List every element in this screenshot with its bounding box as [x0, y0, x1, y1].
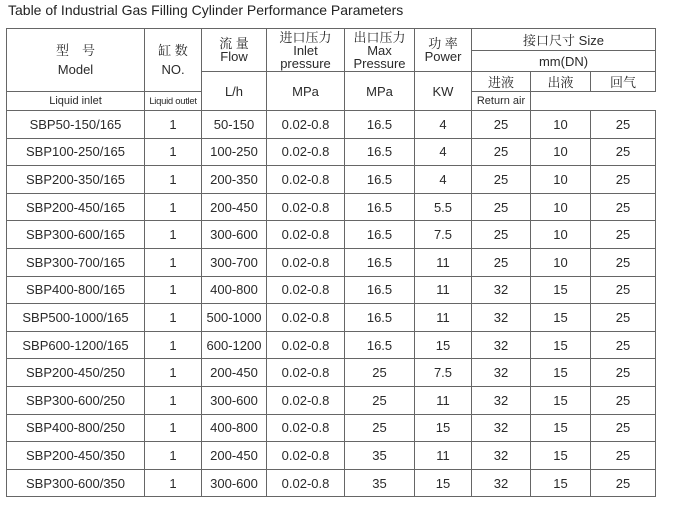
table-row [7, 111, 656, 139]
cell-power: 11 [415, 248, 472, 276]
header-max-unit: MPa [345, 72, 415, 111]
cell-liquid-outlet: 10 [531, 221, 591, 249]
table-row [7, 166, 656, 194]
cell-model: SBP100-250/165 [7, 138, 145, 166]
cell-max-pressure: 16.5 [345, 221, 415, 249]
cell-cylinders: 1 [145, 138, 202, 166]
cell-return-air: 25 [591, 359, 656, 387]
cell-liquid-inlet: 32 [472, 442, 531, 470]
header-flow [202, 29, 267, 72]
cell-flow: 300-600 [202, 386, 267, 414]
cell-liquid-inlet: 32 [472, 331, 531, 359]
cell-cylinders: 1 [145, 414, 202, 442]
cell-power: 7.5 [415, 359, 472, 387]
cell-max-pressure: 16.5 [345, 193, 415, 221]
cell-return-air: 25 [591, 111, 656, 139]
header-no-en: NO. [161, 62, 185, 77]
cell-max-pressure: 25 [345, 414, 415, 442]
cell-liquid-inlet: 32 [472, 359, 531, 387]
header-power-en: Power [424, 49, 462, 64]
cell-return-air: 25 [591, 221, 656, 249]
cell-cylinders: 1 [145, 276, 202, 304]
cell-inlet-pressure: 0.02-0.8 [267, 359, 345, 387]
table-row [7, 276, 656, 304]
cell-model: SBP50-150/165 [7, 111, 145, 139]
header-inlet-unit: MPa [267, 72, 345, 111]
cell-return-air: 25 [591, 386, 656, 414]
cell-liquid-outlet: 10 [531, 166, 591, 194]
cell-model: SBP200-450/350 [7, 442, 145, 470]
cell-inlet-pressure: 0.02-0.8 [267, 386, 345, 414]
cell-power: 15 [415, 414, 472, 442]
table-row [7, 331, 656, 359]
cell-max-pressure: 25 [345, 359, 415, 387]
cell-inlet-pressure: 0.02-0.8 [267, 304, 345, 332]
header-inlet-zh: 进口压力 [279, 29, 332, 45]
cell-liquid-inlet: 25 [472, 193, 531, 221]
cell-model: SBP300-700/165 [7, 248, 145, 276]
cell-cylinders: 1 [145, 442, 202, 470]
cell-model: SBP400-800/165 [7, 276, 145, 304]
cell-return-air: 25 [591, 166, 656, 194]
cell-cylinders: 1 [145, 386, 202, 414]
cell-liquid-inlet: 25 [472, 111, 531, 139]
cell-inlet-pressure: 0.02-0.8 [267, 166, 345, 194]
table-row [7, 442, 656, 470]
table-row [7, 221, 656, 249]
cell-power: 4 [415, 166, 472, 194]
cell-cylinders: 1 [145, 221, 202, 249]
header-inlet [267, 29, 345, 72]
cell-liquid-outlet: 15 [531, 469, 591, 497]
cell-model: SBP200-450/250 [7, 359, 145, 387]
header-flow-en: Flow [220, 49, 248, 64]
cell-flow: 600-1200 [202, 331, 267, 359]
cell-max-pressure: 16.5 [345, 248, 415, 276]
table-row [7, 304, 656, 332]
cell-model: SBP600-1200/165 [7, 331, 145, 359]
header-inlet-en1: Inlet [293, 42, 318, 58]
cell-power: 15 [415, 331, 472, 359]
cell-cylinders: 1 [145, 331, 202, 359]
cell-power: 4 [415, 111, 472, 139]
header-liquid-in-en: Liquid inlet [7, 92, 145, 111]
table-title: Table of Industrial Gas Filling Cylinder Performance Parameters [8, 2, 404, 18]
table-row [7, 138, 656, 166]
cell-inlet-pressure: 0.02-0.8 [267, 138, 345, 166]
cell-model: SBP400-800/250 [7, 414, 145, 442]
cell-flow: 400-800 [202, 276, 267, 304]
header-inlet-en2: pressure [280, 55, 331, 71]
cell-liquid-inlet: 25 [472, 138, 531, 166]
cell-cylinders: 1 [145, 248, 202, 276]
table-row [7, 414, 656, 442]
cell-flow: 300-600 [202, 221, 267, 249]
cell-return-air: 25 [591, 469, 656, 497]
header-liquid-in-zh: 进液 [472, 72, 531, 92]
cell-liquid-inlet: 25 [472, 166, 531, 194]
cell-flow: 200-350 [202, 166, 267, 194]
cell-model: SBP300-600/250 [7, 386, 145, 414]
cell-liquid-outlet: 10 [531, 248, 591, 276]
cell-liquid-inlet: 32 [472, 414, 531, 442]
cell-return-air: 25 [591, 248, 656, 276]
cell-cylinders: 1 [145, 193, 202, 221]
cell-liquid-inlet: 32 [472, 304, 531, 332]
cell-liquid-outlet: 10 [531, 138, 591, 166]
cell-liquid-inlet: 25 [472, 221, 531, 249]
cell-liquid-outlet: 10 [531, 111, 591, 139]
cell-cylinders: 1 [145, 469, 202, 497]
cell-power: 5.5 [415, 193, 472, 221]
cell-model: SBP200-450/165 [7, 193, 145, 221]
cell-flow: 500-1000 [202, 304, 267, 332]
cell-inlet-pressure: 0.02-0.8 [267, 331, 345, 359]
cell-model: SBP200-350/165 [7, 166, 145, 194]
cell-liquid-outlet: 10 [531, 193, 591, 221]
header-liquid-out-en: Liquid outlet [145, 92, 202, 111]
table-row [7, 248, 656, 276]
cell-liquid-inlet: 32 [472, 386, 531, 414]
cell-inlet-pressure: 0.02-0.8 [267, 193, 345, 221]
header-return-en: Return air [472, 92, 531, 111]
cell-max-pressure: 16.5 [345, 331, 415, 359]
cell-return-air: 25 [591, 193, 656, 221]
cell-liquid-inlet: 32 [472, 469, 531, 497]
cell-liquid-outlet: 15 [531, 359, 591, 387]
cell-max-pressure: 16.5 [345, 304, 415, 332]
cell-max-pressure: 16.5 [345, 111, 415, 139]
cell-max-pressure: 35 [345, 469, 415, 497]
cell-inlet-pressure: 0.02-0.8 [267, 248, 345, 276]
cell-power: 11 [415, 304, 472, 332]
cell-flow: 100-250 [202, 138, 267, 166]
cell-inlet-pressure: 0.02-0.8 [267, 111, 345, 139]
cell-model: SBP500-1000/165 [7, 304, 145, 332]
cell-inlet-pressure: 0.02-0.8 [267, 442, 345, 470]
cell-liquid-outlet: 15 [531, 414, 591, 442]
header-max [345, 29, 415, 72]
header-flow-zh: 流 量 [219, 36, 249, 51]
header-size-unit: mm(DN) [472, 51, 656, 72]
header-no [145, 29, 202, 92]
cell-return-air: 25 [591, 331, 656, 359]
cell-inlet-pressure: 0.02-0.8 [267, 414, 345, 442]
cell-max-pressure: 25 [345, 386, 415, 414]
cell-return-air: 25 [591, 304, 656, 332]
cell-cylinders: 1 [145, 304, 202, 332]
cell-liquid-outlet: 15 [531, 386, 591, 414]
cell-model: SBP300-600/350 [7, 469, 145, 497]
cell-cylinders: 1 [145, 111, 202, 139]
cell-flow: 400-800 [202, 414, 267, 442]
header-size-title: 接口尺寸 Size [472, 29, 656, 51]
cell-return-air: 25 [591, 414, 656, 442]
cell-max-pressure: 35 [345, 442, 415, 470]
cell-model: SBP300-600/165 [7, 221, 145, 249]
cell-power: 7.5 [415, 221, 472, 249]
performance-table [6, 28, 656, 497]
cell-flow: 50-150 [202, 111, 267, 139]
cell-inlet-pressure: 0.02-0.8 [267, 276, 345, 304]
table-row [7, 193, 656, 221]
cell-return-air: 25 [591, 442, 656, 470]
cell-liquid-outlet: 15 [531, 331, 591, 359]
cell-liquid-outlet: 15 [531, 304, 591, 332]
cell-flow: 200-450 [202, 359, 267, 387]
cell-max-pressure: 16.5 [345, 276, 415, 304]
header-power-zh: 功 率 [428, 36, 458, 51]
table-row [7, 469, 656, 497]
header-no-zh: 缸 数 [158, 43, 188, 58]
cell-liquid-outlet: 15 [531, 276, 591, 304]
cell-flow: 200-450 [202, 442, 267, 470]
cell-flow: 300-700 [202, 248, 267, 276]
cell-liquid-inlet: 32 [472, 276, 531, 304]
cell-cylinders: 1 [145, 166, 202, 194]
table-row [7, 359, 656, 387]
header-max-en1: Max [367, 42, 392, 58]
header-power-unit: KW [415, 72, 472, 111]
cell-cylinders: 1 [145, 359, 202, 387]
cell-power: 11 [415, 386, 472, 414]
cell-power: 4 [415, 138, 472, 166]
cell-flow: 200-450 [202, 193, 267, 221]
cell-inlet-pressure: 0.02-0.8 [267, 221, 345, 249]
cell-power: 11 [415, 276, 472, 304]
cell-power: 15 [415, 469, 472, 497]
header-model-en: Model [57, 62, 94, 77]
header-liquid-out-zh: 出液 [531, 72, 591, 92]
header-power [415, 29, 472, 72]
cell-max-pressure: 16.5 [345, 166, 415, 194]
cell-return-air: 25 [591, 276, 656, 304]
cell-return-air: 25 [591, 138, 656, 166]
cell-inlet-pressure: 0.02-0.8 [267, 469, 345, 497]
cell-flow: 300-600 [202, 469, 267, 497]
table-row [7, 386, 656, 414]
cell-liquid-inlet: 25 [472, 248, 531, 276]
header-return-zh: 回气 [591, 72, 656, 92]
cell-power: 11 [415, 442, 472, 470]
header-max-en2: Pressure [353, 55, 406, 71]
cell-max-pressure: 16.5 [345, 138, 415, 166]
cell-liquid-outlet: 15 [531, 442, 591, 470]
header-flow-unit: L/h [202, 72, 267, 111]
header-max-zh: 出口压力 [353, 29, 406, 45]
header-model [7, 29, 145, 92]
header-model-zh: 型 号 [55, 43, 95, 58]
